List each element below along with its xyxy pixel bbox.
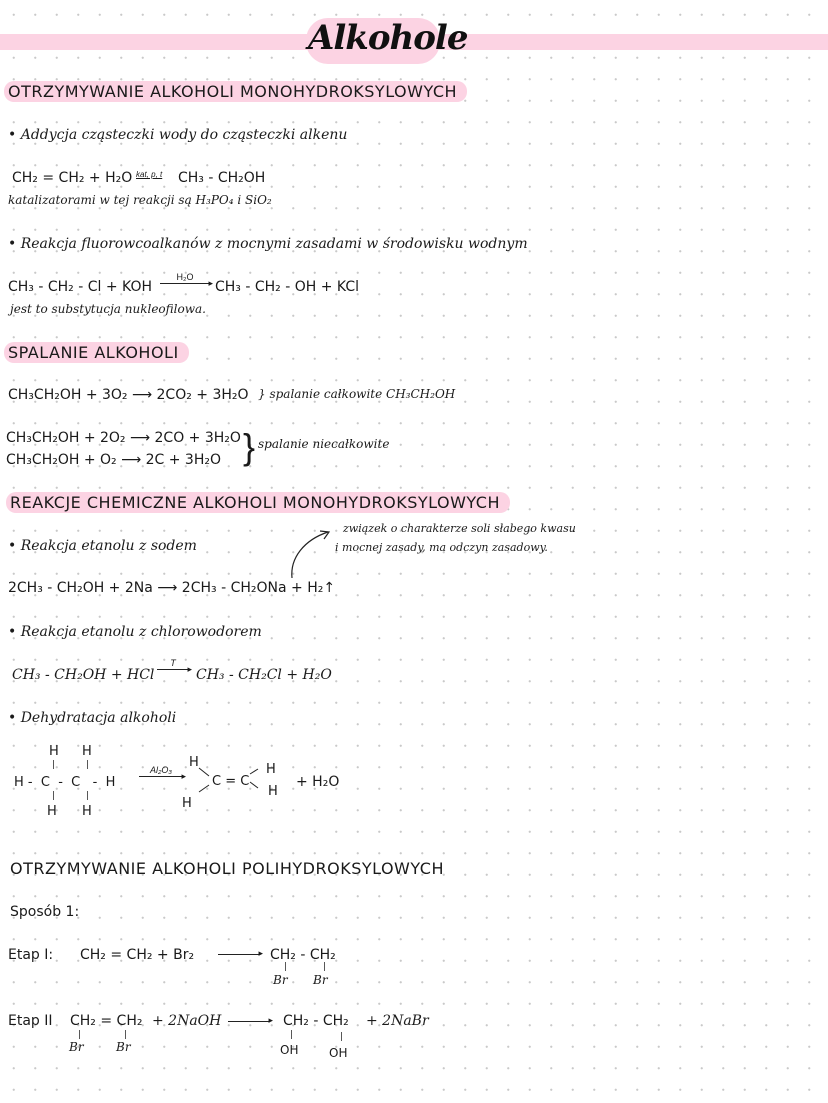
page-title: Alkohole bbox=[308, 18, 468, 58]
catalyst-note: katalizatorami w tej reakcji są H₃PO₄ i SiO₂ bbox=[8, 193, 272, 207]
equation-substitution-right: CH₃ - CH₂ - OH + KCl bbox=[215, 279, 359, 295]
reaction-arrow-icon: ▸ bbox=[139, 776, 183, 777]
bullet-sodium-reaction: • Reakcja etanolu z sodem bbox=[8, 538, 197, 554]
bullet-water-addition: • Addycja cząsteczki wody do cząsteczki alkenu bbox=[8, 127, 348, 143]
equation-hydration-right: CH₃ - CH₂OH bbox=[178, 170, 266, 186]
section-heading-monohydroxy-preparation: OTRZYMYWANIE ALKOHOLI MONOHYDROKSYLOWYCH bbox=[4, 82, 467, 101]
stage2-reactant: CH₂ = CH₂ bbox=[70, 1013, 143, 1029]
stage1-reactants: CH₂ = CH₂ + Br₂ bbox=[80, 947, 195, 963]
stage2-reagent: + 2NaOH bbox=[152, 1013, 222, 1029]
arrow-temperature: T ▸ bbox=[157, 658, 189, 670]
arrow-catalyst: kat, p, t bbox=[136, 170, 163, 179]
stage2-product: CH₂ - CH₂ bbox=[283, 1013, 349, 1029]
stage1-label: Etap I: bbox=[8, 947, 54, 963]
side-note-line2: i mocnej zasady, ma odczyn zasadowy. bbox=[335, 541, 548, 554]
bullet-dehydration: • Dehydratacja alkoholi bbox=[8, 710, 177, 726]
bullet-hcl-reaction: • Reakcja etanolu z chlorowodorem bbox=[8, 624, 262, 640]
arrow-alumina: Al₂O₃ ▸ bbox=[139, 765, 183, 777]
substitution-note: jest to substytucja nukleofilowa. bbox=[10, 302, 206, 316]
equation-ethanol-sodium: 2CH₃ - CH₂OH + 2Na ⟶ 2CH₃ - CH₂ONa + H₂↑ bbox=[8, 580, 336, 596]
equation-complete-combustion: CH₃CH₂OH + 3O₂ ⟶ 2CO₂ + 3H₂O bbox=[8, 387, 249, 403]
stage2-byproduct: + 2NaBr bbox=[366, 1013, 429, 1029]
annotation-arrow-icon bbox=[286, 528, 336, 580]
section-heading-polyhydroxy-preparation: OTRZYMYWANIE ALKOHOLI POLIHYDROKSYLOWYCH bbox=[10, 859, 444, 878]
bracket-icon: } bbox=[243, 426, 256, 467]
ethane-row: H - C - C - H bbox=[14, 775, 116, 790]
equation-incomplete-combustion-c: CH₃CH₂OH + O₂ ⟶ 2C + 3H₂O bbox=[6, 452, 221, 468]
stage2-label: Etap II bbox=[8, 1013, 53, 1029]
stage1-product: CH₂ - CH₂ bbox=[270, 947, 336, 963]
section-heading-reactions: REAKCJE CHEMICZNE ALKOHOLI MONOHYDROKSYLOWYCH bbox=[6, 493, 510, 512]
reaction-arrow-icon: ▸ bbox=[160, 283, 210, 284]
equation-incomplete-combustion-co: CH₃CH₂OH + 2O₂ ⟶ 2CO + 3H₂O bbox=[6, 430, 241, 446]
reaction-arrow-icon: ▸ bbox=[218, 954, 260, 955]
equation-hydration-left: CH₂ = CH₂ + H₂O bbox=[12, 170, 133, 186]
bullet-haloalkane-reaction: • Reakcja fluorowcoalkanów z mocnymi zasadami w środowisku wodnym bbox=[8, 236, 528, 252]
equation-hcl-right: CH₃ - CH₂Cl + H₂O bbox=[196, 667, 332, 683]
equation-substitution-left: CH₃ - CH₂ - Cl + KOH bbox=[8, 279, 152, 295]
equation-hcl-left: CH₃ - CH₂OH + HCl bbox=[12, 667, 155, 683]
reaction-arrow-icon: ▸ bbox=[157, 669, 189, 670]
reaction-arrow-icon: ▸ bbox=[228, 1021, 270, 1022]
arrow-water: H₂O ▸ bbox=[160, 272, 210, 284]
side-note-line1: związek o charakterze soli słabego kwasu bbox=[343, 522, 576, 535]
incomplete-combustion-label: spalanie niecałkowite bbox=[258, 437, 390, 451]
section-heading-combustion: SPALANIE ALKOHOLI bbox=[4, 343, 189, 362]
method-label: Sposób 1: bbox=[10, 904, 80, 920]
complete-combustion-label: } spalanie całkowite CH₃CH₂OH bbox=[258, 387, 456, 401]
